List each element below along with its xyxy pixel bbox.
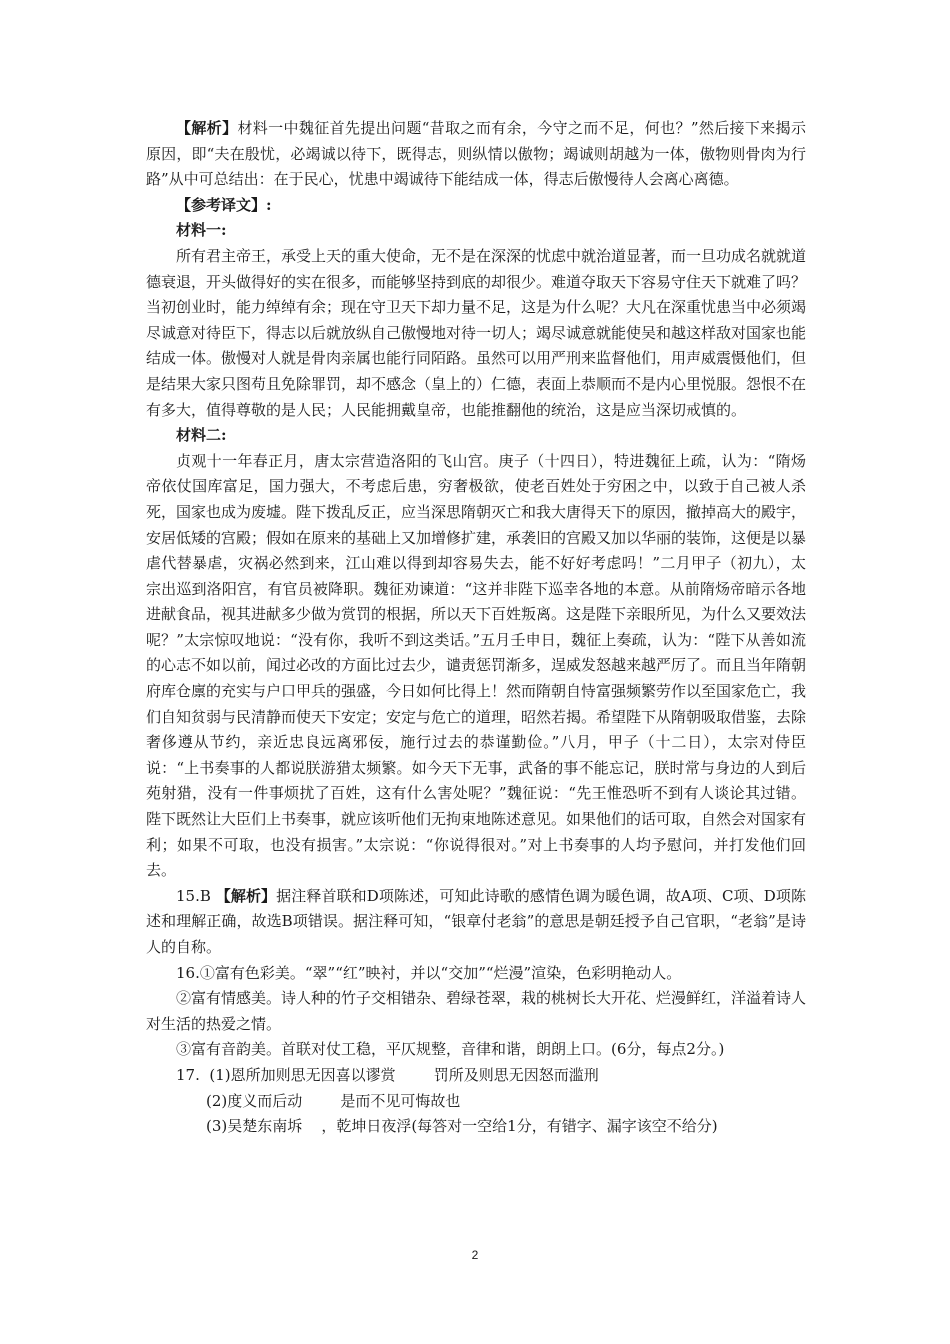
analysis-text: 材料一中魏征首先提出问题“昔取之而有余，今守之而不足，何也？”然后接下来揭示原因，即“夫在殷忧，必竭诚以待下，既得志，则纵情以傲物；竭诚则胡越为一体，傲物则骨肉为行路”从中可总结出：在于民心，忧患中竭诚待下能结成一体，得志后傲慢待人会离心离德。 bbox=[146, 119, 806, 189]
material2-text: 贞观十一年春正月，唐太宗营造洛阳的飞山宫。庚子（十四日），特进魏征上疏，认为：“隋炀帝依仗国库富足，国力强大，不考虑后患，穷奢极欲，使老百姓处于穷困之中，以致于自己被人杀死，国家也成为废墟。陛下拨乱反正，应当深思隋朝灭亡和我大唐得天下的原因，撤掉高大的殿宇，安居低矮的宫殿；假如在原来的基础上又加增修扩建，承袭旧的宫殿又加以华丽的装饰，这便是以暴虐代替暴虐，灾祸必然到来，江山难以得到却容易失去，能不好好考虑吗！”二月甲子（初九），太宗出巡到洛阳宫，有官员被降职。魏征劝谏道：“这并非陛下巡幸各地的本意。从前隋炀帝暗示各地进献食品，视其进献多少做为赏罚的根据，所以天下百姓叛离。这是陛下亲眼所见，为什么又要效法呢？”太宗惊叹地说：“没有你，我听不到这类话。”五月壬申日，魏征上奏疏，认为：“陛下从善如流的心志不如以前，闻过必改的方面比过去少，谴责惩罚渐多，逞威发怒越来越严厉了。而且当年隋朝府库仓廪的充实与户口甲兵的强盛，今日如何比得上！然而隋朝自恃富强频繁劳作以至国家危亡，我们自知贫弱与民清静而使天下安定；安定与危亡的道理，昭然若揭。希望陛下从隋朝吸取借鉴，去除奢侈遵从节约，亲近忠良远离邪佞，施行过去的恭谨勤俭。”八月，甲子（十二日），太宗对侍臣说：“上书奏事的人都说朕游猎太频繁。如今天下无事，武备的事不能忘记，朕时常与身边的人到后苑射猎，没有一件事烦扰了百姓，这有什么害处呢？”魏征说：“先王惟恐听不到有人谈论其过错。陛下既然让大臣们上书奏事，就应该听他们无拘束地陈述意见。如果他们的话可取，自然会对国家有利；如果不可取，也没有损害。”太宗说：“你说得很对。”对上书奏事的人均予慰问，并打发他们回去。 bbox=[146, 451, 807, 880]
analysis-paragraph bbox=[146, 116, 806, 193]
question-16-point-3: ③富有音韵美。首联对仗工稳，平仄规整，音律和谐，朗朗上口。(6分，每点2分。) bbox=[176, 1040, 725, 1059]
question-17-line-2: (2)度义而后动 是而不见可悔故也 bbox=[206, 1091, 461, 1110]
question-15-text: 据注释首联和D项陈述，可知此诗歌的感情色调为暖色调，故A项、C项、D项陈述和理解正确，故选B项错误。据注释可知，“银章付老翁”的意思是朝廷授予自己官职，“老翁”是诗人的自称。 bbox=[146, 886, 806, 956]
material2-heading: 材料二: bbox=[176, 426, 227, 445]
question-15-tag: 【解析】 bbox=[215, 886, 277, 905]
question-15-answer bbox=[146, 884, 806, 961]
question-16-point-2: ②富有情感美。诗人种的竹子交相错杂、碧绿苍翠，栽的桃树长大开花、烂漫鲜红，洋溢着诗人对生活的热爱之情。 bbox=[146, 989, 807, 1033]
question-15-number: 15.B bbox=[176, 886, 211, 905]
question-17-line-1: 17. (1)恩所加则思无因喜以谬赏 罚所及则思无因怒而滥刑 bbox=[176, 1065, 599, 1084]
document-body bbox=[146, 116, 806, 1140]
translation-heading: 【参考译文】: bbox=[176, 195, 272, 214]
question-16-point-1: 16.①富有色彩美。“翠”“红”映衬，并以“交加”“烂漫”渲染，色彩明艳动人。 bbox=[176, 963, 682, 982]
material1-heading: 材料一: bbox=[176, 221, 227, 240]
question-17-line-3: (3)吴楚东南坼 ，乾坤日夜浮(每答对一空给1分，有错字、漏字该空不给分) bbox=[206, 1117, 718, 1136]
material1-text: 所有君主帝王，承受上天的重大使命，无不是在深深的忧虑中就治道显著，而一旦功成名就就道德衰退，开头做得好的实在很多，而能够坚持到底的却很少。难道夺取天下容易守住天下就难了吗？当初创业时，能力绰绰有余；现在守卫天下却力量不足，这是为什么呢？大凡在深重忧患当中必须竭尽诚意对待臣下，得志以后就放纵自己傲慢地对待一切人；竭尽诚意就能使吴和越这样敌对国家也能结成一体。傲慢对人就是骨肉亲属也能行同陌路。虽然可以用严刑来监督他们，用声威震慑他们，但是结果大家只图苟且免除罪罚，却不感念（皇上的）仁德，表面上恭顺而不是内心里悦服。怨恨不在有多大，值得尊敬的是人民；人民能拥戴皇帝，也能推翻他的统治，这是应当深切戒慎的。 bbox=[146, 246, 807, 419]
analysis-tag: 【解析】 bbox=[176, 119, 238, 137]
page-number: 2 bbox=[471, 1248, 479, 1262]
